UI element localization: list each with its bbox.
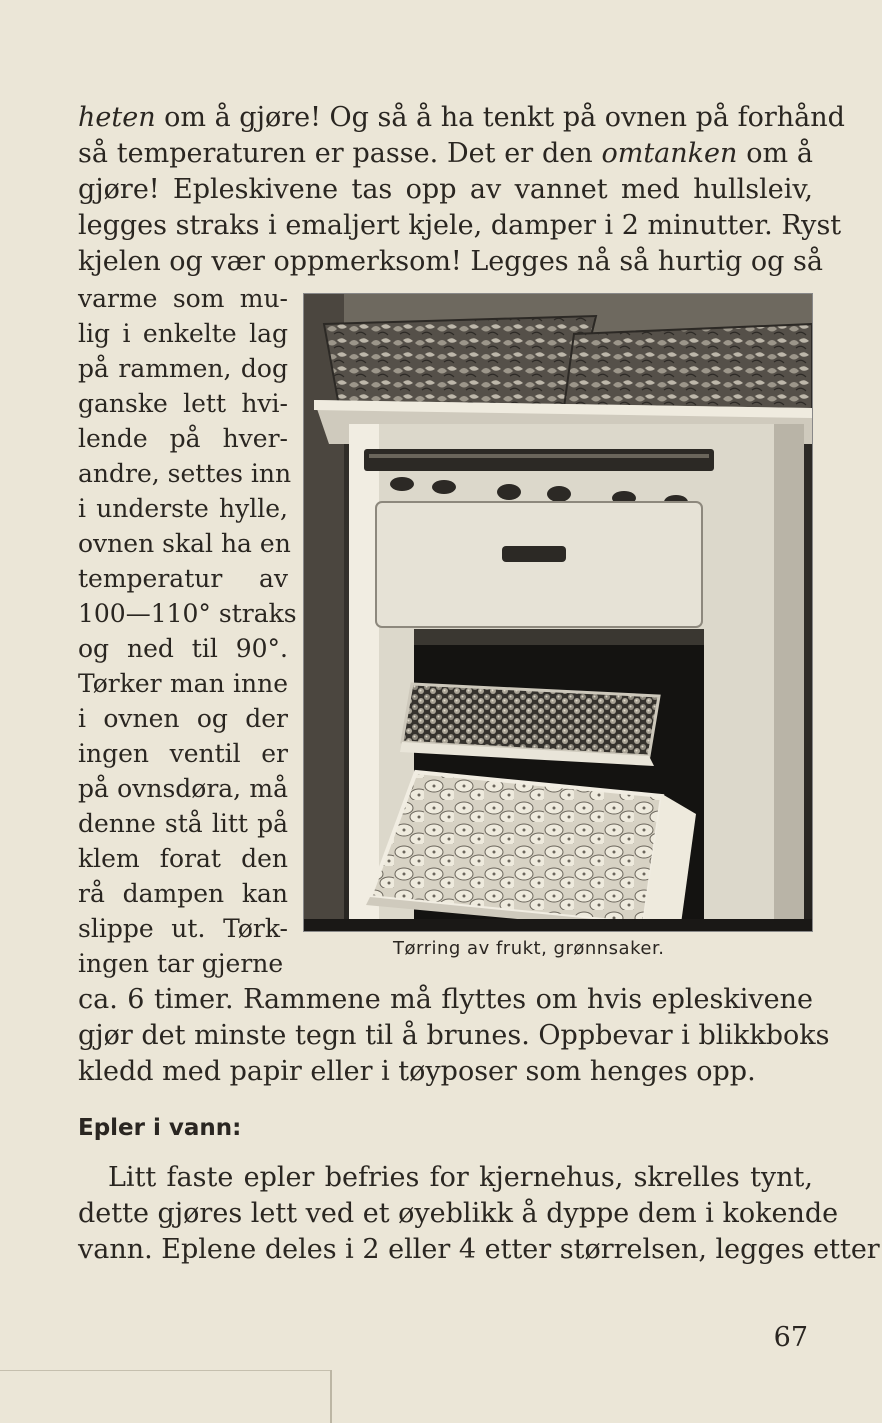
italic-word: heten (78, 102, 156, 133)
narrow-text-line: Tørker man inne (78, 669, 288, 698)
page-edge-tab (330, 1370, 332, 1423)
text-line: kjelen og vær oppmerksom! Legges nå så hurtig og så (78, 246, 823, 277)
text-line: dette gjøres lett ved et øyeblikk å dyppe dem i kokende (78, 1198, 839, 1229)
narrow-text-line: 100—110° straks (78, 599, 297, 628)
stove-photo (303, 293, 813, 932)
narrow-text-line: i ovnen og der (78, 704, 288, 733)
photo-caption: Tørring av frukt, grønnsaker. (393, 938, 665, 959)
narrow-text-line: denne stå litt på (78, 809, 288, 838)
narrow-text-line: i underste hylle, (78, 494, 288, 523)
narrow-text-line: klem forat den (78, 844, 288, 873)
text-line: kledd med papir eller i tøyposer som henges opp. (78, 1056, 756, 1087)
text-line: ca. 6 timer. Rammene må flyttes om hvis epleskivene (78, 984, 813, 1015)
page-number: 67 (773, 1322, 808, 1353)
narrow-text-line: temperatur av (78, 564, 288, 593)
narrow-text-line: og ned til 90°. (78, 634, 288, 663)
text-line: gjør det minste tegn til å brunes. Oppbevar i blikkboks (78, 1020, 830, 1051)
text-line: Litt faste epler befries for kjernehus, skrelles tynt, (108, 1162, 813, 1193)
narrow-text-line: ingen ventil er (78, 739, 288, 768)
narrow-text-line: lig i enkelte lag (78, 319, 288, 348)
narrow-text-line: lende på hver- (78, 424, 288, 453)
narrow-text-line: på rammen, dog (78, 354, 288, 383)
text-line: legges straks i emaljert kjele, damper i 2 minutter. Ryst (78, 210, 842, 241)
narrow-text-line: andre, settes inn (78, 459, 292, 488)
narrow-text-line: varme som mu- (78, 284, 288, 313)
narrow-text-line: ingen tar gjerne (78, 949, 284, 978)
text-line: gjøre! Epleskivene tas opp av vannet med hullsleiv, (78, 174, 813, 205)
section-heading: Epler i vann: (78, 1115, 242, 1141)
narrow-text-line: rå dampen kan (78, 879, 288, 908)
text-line: heten om å gjøre! Og så å ha tenkt på ovnen på forhånd (78, 102, 845, 133)
text-line: vann. Eplene deles i 2 eller 4 etter størrelsen, legges etter (78, 1234, 880, 1265)
page-edge-line (0, 1370, 330, 1371)
italic-word: omtanken (601, 138, 738, 169)
narrow-text-line: ganske lett hvi- (78, 389, 288, 418)
narrow-text-line: på ovnsdøra, må (78, 774, 288, 803)
narrow-text-line: ovnen skal ha en (78, 529, 291, 558)
narrow-text-line: slippe ut. Tørk- (78, 914, 288, 943)
text-line: så temperaturen er passe. Det er den omtanken om å (78, 138, 814, 169)
